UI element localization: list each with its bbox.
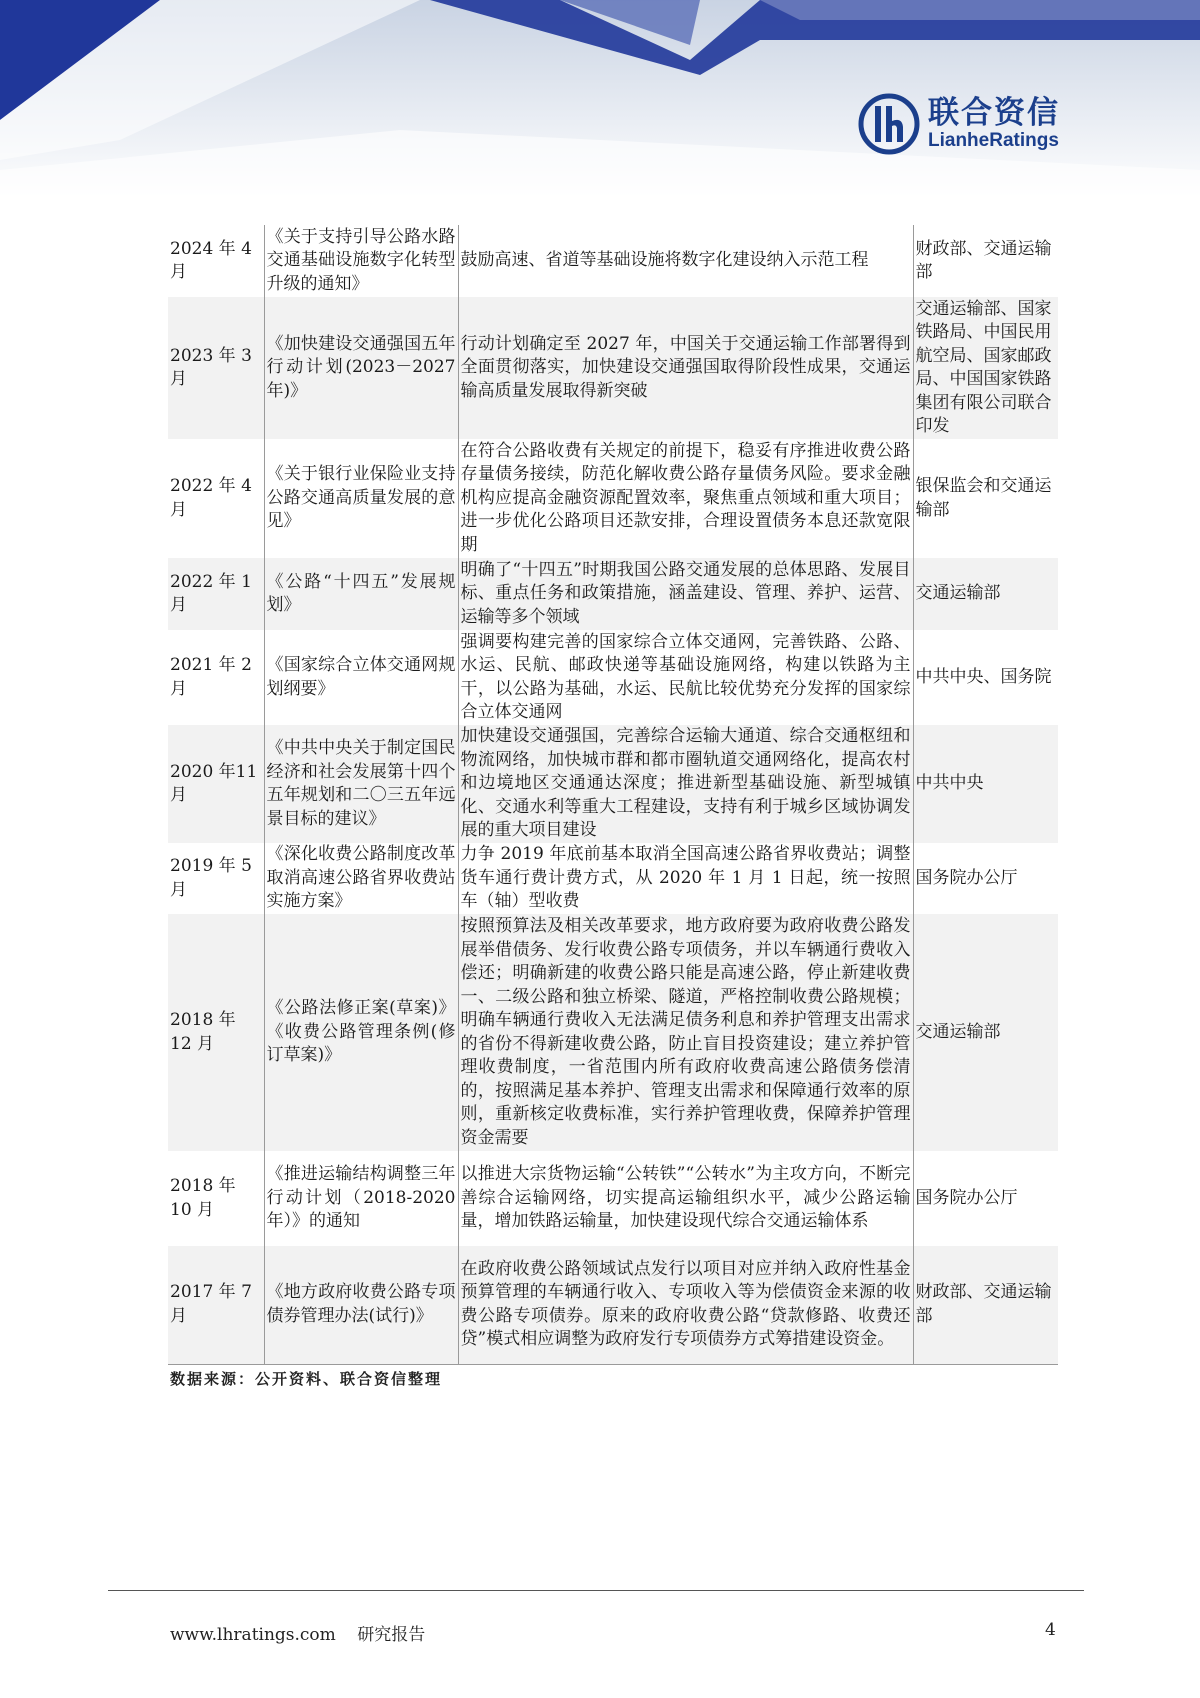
- table-row: [168, 914, 1058, 1151]
- table-row: [168, 725, 1058, 843]
- row-content: 按照预算法及相关改革要求，地方政府要为政府收费公路发展举借债务、发行收费公路专项债务，并以车辆通行费收入偿还；明确新建的收费公路只能是高速公路，停止新建收费一、二级公路和独立桥梁、隧道，严格控制收费公路规模；明确车辆通行费收入无法满足债务利息和养护管理支出需求的省份不得新建收费公路，防止盲目投资建设；建立养护管理收费制度，一省范围内所有政府收费高速公路债务偿清的，按照满足基本养护、管理支出需求和保障通行效率的原则，重新核定收费标准，实行养护管理收费，保障养护管理资金需要: [458, 914, 913, 1151]
- row-document: 《公路法修正案(草案)》《收费公路管理条例(修订草案)》: [264, 914, 458, 1151]
- row-document: 《中共中央关于制定国民经济和社会发展第十四个五年规划和二〇三五年远景目标的建议》: [264, 725, 458, 843]
- row-date: 2023 年 3 月: [168, 297, 264, 439]
- row-issuer: 中共中央: [913, 725, 1058, 843]
- company-logo: [858, 92, 1060, 156]
- row-date: 2022 年 4 月: [168, 439, 264, 558]
- logo-english-name: LianheRatings: [928, 130, 1059, 151]
- row-issuer: 国务院办公厅: [913, 843, 1058, 914]
- row-content: 在符合公路收费有关规定的前提下，稳妥有序推进收费公路存量债务接续，防范化解收费公路存量债务风险。要求金融机构应提高金融资源配置效率，聚焦重点领域和重大项目；进一步优化公路项目还款安排，合理设置债务本息还款宽限期: [458, 439, 913, 558]
- row-content: 鼓励高速、省道等基础设施将数字化建设纳入示范工程: [458, 225, 913, 297]
- table-row: [168, 225, 1058, 297]
- row-document: 《公路“十四五”发展规划》: [264, 558, 458, 630]
- row-date: 2017 年 7 月: [168, 1246, 264, 1364]
- row-document: 《关于支持引导公路水路交通基础设施数字化转型升级的通知》: [264, 225, 458, 297]
- row-document: 《关于银行业保险业支持公路交通高质量发展的意见》: [264, 439, 458, 558]
- row-issuer: 交通运输部: [913, 558, 1058, 630]
- row-content: 行动计划确定至 2027 年，中国关于交通运输工作部署得到全面贯彻落实，加快建设交通强国取得阶段性成果，交通运输高质量发展取得新突破: [458, 297, 913, 439]
- row-issuer: 银保监会和交通运输部: [913, 439, 1058, 558]
- row-issuer: 财政部、交通运输部: [913, 1246, 1058, 1364]
- footer-report-type: 研究报告: [357, 1625, 426, 1645]
- table-row: [168, 297, 1058, 439]
- footer: [170, 1620, 441, 1645]
- table-row: [168, 1246, 1058, 1364]
- row-document: 《加快建设交通强国五年行动计划(2023－2027 年)》: [264, 297, 458, 439]
- row-document: 《地方政府收费公路专项债券管理办法(试行)》: [264, 1246, 458, 1364]
- table-row: [168, 439, 1058, 558]
- row-issuer: 国务院办公厅: [913, 1151, 1058, 1246]
- row-date: 2020 年11月: [168, 725, 264, 843]
- row-issuer: 交通运输部、国家铁路局、中国民用航空局、国家邮政局、中国国家铁路集团有限公司联合印发: [913, 297, 1058, 439]
- row-date: 2018 年 10 月: [168, 1151, 264, 1246]
- row-date: 2019 年 5 月: [168, 843, 264, 914]
- row-content: 在政府收费公路领域试点发行以项目对应并纳入政府性基金预算管理的车辆通行收入、专项收入等为偿债资金来源的收费公路专项债券。原来的政府收费公路“贷款修路、收费还贷”模式相应调整为政府发行专项债券方式筹措建设资金。: [458, 1246, 913, 1364]
- row-content: 强调要构建完善的国家综合立体交通网，完善铁路、公路、水运、民航、邮政快递等基础设施网络，构建以铁路为主干，以公路为基础，水运、民航比较优势充分发挥的国家综合立体交通网: [458, 630, 913, 725]
- row-issuer: 中共中央、国务院: [913, 630, 1058, 725]
- row-date: 2024 年 4 月: [168, 225, 264, 297]
- table-row: [168, 843, 1058, 914]
- row-issuer: 交通运输部: [913, 914, 1058, 1151]
- table-row: [168, 630, 1058, 725]
- lianhe-logo-icon: [858, 93, 920, 155]
- table-row: [168, 1151, 1058, 1246]
- row-document: 《深化收费公路制度改革取消高速公路省界收费站实施方案》: [264, 843, 458, 914]
- logo-chinese-name: 联合资信: [928, 95, 1060, 131]
- policy-table: [168, 225, 1058, 1365]
- footer-website: www.lhratings.com: [170, 1625, 336, 1645]
- row-date: 2018 年 12 月: [168, 914, 264, 1151]
- table-row: [168, 558, 1058, 630]
- row-issuer: 财政部、交通运输部: [913, 225, 1058, 297]
- row-content: 以推进大宗货物运输“公转铁”“公转水”为主攻方向，不断完善综合运输网络，切实提高运输组织水平，减少公路运输量，增加铁路运输量，加快建设现代综合交通运输体系: [458, 1151, 913, 1246]
- row-document: 《推进运输结构调整三年行动计划（2018-2020 年）》的通知: [264, 1151, 458, 1246]
- footer-divider: [108, 1590, 1084, 1591]
- data-source-note: 数据来源：公开资料、联合资信整理: [170, 1370, 443, 1388]
- row-content: 明确了“十四五”时期我国公路交通发展的总体思路、发展目标、重点任务和政策措施，涵盖建设、管理、养护、运营、运输等多个领域: [458, 558, 913, 630]
- page-number: 4: [1045, 1620, 1056, 1640]
- row-date: 2021 年 2 月: [168, 630, 264, 725]
- row-content: 加快建设交通强国，完善综合运输大通道、综合交通枢纽和物流网络，加快城市群和都市圈轨道交通网络化，提高农村和边境地区交通通达深度；推进新型基础设施、新型城镇化、交通水利等重大工程建设，支持有利于城乡区域协调发展的重大项目建设: [458, 725, 913, 843]
- row-document: 《国家综合立体交通网规划纲要》: [264, 630, 458, 725]
- row-content: 力争 2019 年底前基本取消全国高速公路省界收费站；调整货车通行费计费方式，从 2020 年 1 月 1 日起，统一按照车（轴）型收费: [458, 843, 913, 914]
- row-date: 2022 年 1 月: [168, 558, 264, 630]
